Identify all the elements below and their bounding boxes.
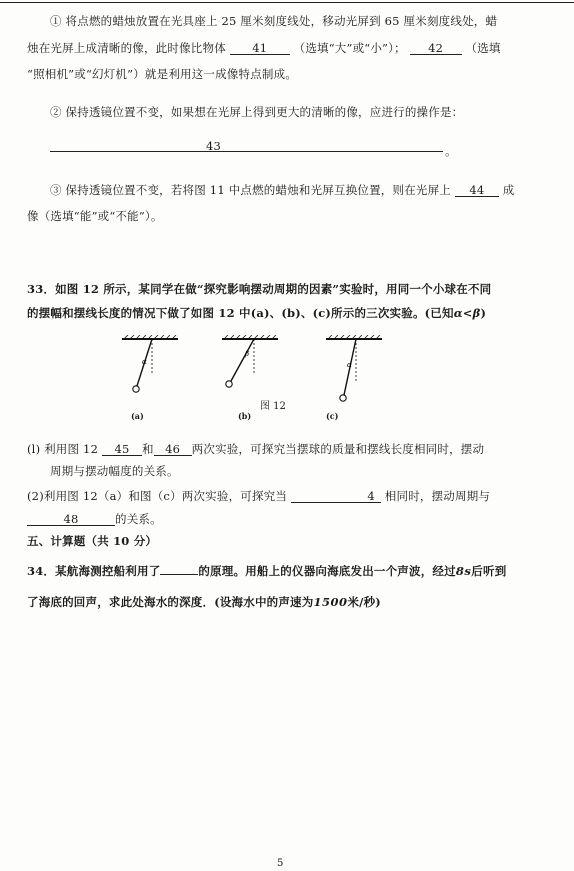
q32-part1-line3 <box>27 66 297 82</box>
answer-line-43[interactable] <box>50 151 443 152</box>
answer-blank-43: 43 <box>206 139 222 153</box>
q32-part1-text1: ① 将点燃的蜡烛放置在光具座上 25 厘米刻度线处，移动光屏到 65 厘米刻度线处，蜡 <box>50 14 498 28</box>
q33-sub1-text-c: 两次实验，可探究当摆球的质量和摆线长度相同时，摆动 <box>191 442 485 456</box>
q34-time-value: 8s <box>455 564 472 578</box>
q34-text1a: 34．某航海测控船利用了 <box>27 564 161 578</box>
q33-sub1-line1 <box>27 441 484 457</box>
page-number: 5 <box>277 858 284 869</box>
answer-blank-42[interactable]: 42 <box>410 42 462 55</box>
figure-12-label: 图 12 <box>260 401 286 412</box>
q32-part1-text2b: （选填“大”或“小”）； <box>293 41 406 55</box>
answer-blank-44[interactable]: 44 <box>455 184 499 197</box>
q33-sub1-text-b: 和 <box>141 442 154 456</box>
q34-text1b: 的原理。用船上的仪器向海底发出一个声波，经过 <box>198 564 456 578</box>
answer-blank-46[interactable]: 46 <box>154 443 192 456</box>
q33-text2b: ) <box>480 306 487 320</box>
angle-label-b: β <box>245 350 250 358</box>
q33-sub1-line2 <box>50 463 179 479</box>
q34-line2 <box>27 594 381 610</box>
q34-text2a: 了海底的回声，求此处海水的深度．(设海水中的声速为 <box>27 595 314 609</box>
q33-sub2-line2 <box>27 511 162 527</box>
q32-part3-line2 <box>27 208 163 224</box>
answer-blank-48[interactable]: 48 <box>27 513 115 526</box>
q32-part3-text1a: ③ 保持透镜位置不变，若将图 11 中点燃的蜡烛和光屏互换位置，则在光屏上 <box>50 183 451 197</box>
q33-sub2-text-c: 的关系。 <box>115 512 162 526</box>
q32-part3-line1 <box>50 182 514 198</box>
caption-b: (b) <box>238 411 252 421</box>
q34-speed-value: 1500 <box>313 595 348 609</box>
q33-text2a: 的摆幅和摆线长度的情况下做了如图 12 中(a)、(b)、(c)所示的三次实验。(已知 <box>27 306 454 320</box>
q32-part1-line1 <box>50 13 497 29</box>
q34-line1 <box>27 563 506 579</box>
answer-blank-41[interactable]: 41 <box>230 42 290 55</box>
angle-label-a: α <box>142 358 147 366</box>
answer-blank-45[interactable]: 45 <box>102 443 142 456</box>
q33-sub2-text-a: (2)利用图 12（a）和图（c）两次实验，可探究当 <box>27 489 288 503</box>
q33-line2 <box>27 305 486 321</box>
q32-part2-text: ② 保持透镜位置不变，如果想在光屏上得到更大的清晰的像，应进行的操作是： <box>50 105 464 119</box>
pendulum-diagram-a <box>118 335 183 405</box>
answer-blank-q34[interactable] <box>160 574 198 575</box>
q33-line1 <box>27 281 491 297</box>
pendulum-diagram-c <box>322 335 387 415</box>
q34-text1c: 后听到 <box>471 564 507 578</box>
q32-part1-line2 <box>27 40 501 56</box>
q32-part1-text2c: （选填 <box>465 41 501 55</box>
q33-text1: 33．如图 12 所示，某同学在做“探究影响摆动周期的因素”实验时，用同一个小球在不同 <box>27 282 492 296</box>
pendulum-diagram-b <box>218 335 283 405</box>
q32-part1-text3: “照相机”或“幻灯机”）就是利用这一成像特点制成。 <box>27 67 298 81</box>
section5-heading: 五、计算题（共 10 分） <box>27 534 158 548</box>
q32-part3-text1b: 成 <box>502 183 515 197</box>
q33-alpha-less-beta: α<β <box>453 306 481 320</box>
q32-part1-text2a: 烛在光屏上成清晰的像，此时像比物体 <box>27 41 226 55</box>
caption-a: (a) <box>131 411 144 421</box>
top-border-line <box>0 2 574 3</box>
q32-part2-line1 <box>50 104 463 120</box>
caption-c: (c) <box>326 411 339 421</box>
q34-text2b: 米/秒) <box>347 595 381 609</box>
answer-blank-47[interactable]: 4 <box>291 490 381 503</box>
q32-part3-text2: 像（选填“能”或“不能”）。 <box>27 209 163 223</box>
q33-sub1-text-line2: 周期与摆动幅度的关系。 <box>50 464 179 478</box>
q32-part2-period: 。 <box>445 144 457 158</box>
q33-sub2-text-b: 相同时，摆动周期与 <box>384 489 491 503</box>
q33-sub1-text-a: (l) 利用图 12 <box>27 442 99 456</box>
angle-label-c: α <box>347 361 352 369</box>
q33-sub2-line1 <box>27 488 490 504</box>
